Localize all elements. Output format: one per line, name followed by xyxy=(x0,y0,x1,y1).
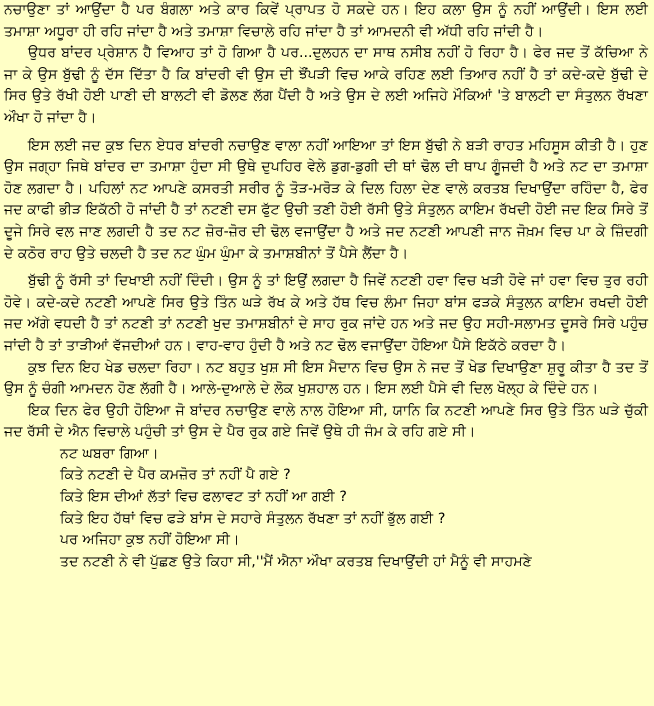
list-item: ਪਰ ਅਜਿਹਾ ਕੁਝ ਨਹੀਂ ਹੋਇਆ ਸੀ। xyxy=(60,532,240,549)
paragraph-old-woman: ਬੁੱਢੀ ਨੂੰ ਰੱਸੀ ਤਾਂ ਦਿਖਾਈ ਨਹੀਂ ਦਿੰਦੀ। ਉਸ ਨੂੰ ਤਾਂ ਇਉਂ ਲਗਦਾ ਹੈ ਜਿਵੇਂ ਨਟਣੀ ਹਵਾ ਵਿਚ ਖੜੀ ਹੋਵੇ ਜਾਂ ਹਵਾ ਵਿਚ ਤੁਰ ਰਹੀ ਹੋਵੇ। ਕਦੇ-ਕਦੇ ਨਟਣੀ ਆਪਣੇ ਸਿਰ ਉਤੇ ਤਿੰਨ ਘੜੇ ਰੱਖ ਕੇ ਅਤੇ ਹੱਥ ਵਿਚ ਲੰਮਾ ਜਿਹਾ ਬਾਂਸ ਫੜਕੇ ਸੰਤੁਲਨ ਕਾਇਮ ਰਖਦੀ ਹੋਈ ਜਦ ਅੱਗੇ ਵਧਦੀ ਹੈ ਤਾਂ ਨਟਣੀ ਤਾਂ ਨਟਣੀ ਖੁਦ ਤਮਾਸ਼ਬੀਨਾਂ ਦੇ ਸਾਹ ਰੁਕ ਜਾਂਦੇ ਹਨ ਅਤੇ ਜਦ ਉਹ ਸਹੀ-ਸਲਾਮਤ ਦੂਸਰੇ ਸਿਰੇ ਪਹੁੰਚ ਜਾਂਦੀ ਹੈ ਤਾਂ ਤਾੜੀਆਂ ਵੱਜਦੀਆਂ ਹਨ। ਵਾਹ-ਵਾਹ ਹੁੰਦੀ ਹੈ ਅਤੇ ਨਟ ਢੋਲ ਵਜਾਉਂਦਾ ਹੋਇਆ ਪੈਸੇ ਇਕੱਠੇ ਕਰਦਾ ਹੈ। xyxy=(4,273,648,354)
question-list xyxy=(4,444,648,552)
paragraph-intro: ਨਚਾਉਣਾ ਤਾਂ ਆਉਂਦਾ ਹੈ ਪਰ ਬੰਗਲਾ ਅਤੇ ਕਾਰ ਕਿਵੇਂ ਪ੍ਰਾਪਤ ਹੋ ਸਕਦੇ ਹਨ। ਇਹ ਕਲਾ ਉਸ ਨੂੰ ਨਹੀਂ ਆਉਂਦੀ। ਇਸ ਲਈ ਤਮਾਸ਼ਾ ਅਧੂਰਾ ਹੀ ਰਹਿ ਜਾਂਦਾ ਹੈ ਅਤੇ ਤਮਾਸ਼ਾ ਵਿਚਾਲੇ ਰਹਿ ਜਾਂਦਾ ਹੈ ਤਾਂ ਆਮਦਨੀ ਵੀ ਅੱਧੀ ਰਹਿ ਜਾਂਦੀ ਹੈ। xyxy=(4,2,648,40)
paragraph-one-day: ਇਕ ਦਿਨ ਫੇਰ ਉਹੀ ਹੋਇਆ ਜੋ ਬਾਂਦਰ ਨਚਾਉਣ ਵਾਲੇ ਨਾਲ ਹੋਇਆ ਸੀ, ਯਾਨਿ ਕਿ ਨਟਣੀ ਆਪਣੇ ਸਿਰ ਉਤੇ ਤਿੰਨ ਘੜੇ ਚੁੱਕੀ ਜਦ ਰੱਸੀ ਦੇ ਐਨ ਵਿਚਾਲੇ ਪਹੁੰਚੀ ਤਾਂ ਉਸ ਦੇ ਪੈਰ ਰੁਕ ਗਏ ਜਿਵੇਂ ਉਥੇ ਹੀ ਜੰਮ ਕੇ ਰਹਿ ਗਏ ਸੀ। xyxy=(4,402,648,441)
paragraph-acrobat: ਇਸ ਲਈ ਜਦ ਕੁਝ ਦਿਨ ਏਧਰ ਬਾਂਦਰੀ ਨਚਾਉਣ ਵਾਲਾ ਨਹੀਂ ਆਇਆ ਤਾਂ ਇਸ ਬੁੱਢੀ ਨੇ ਬੜੀ ਰਾਹਤ ਮਹਿਸੂਸ ਕੀਤੀ ਹੈ। ਹੁਣ ਉਸ ਜਗ੍ਹਾ ਜਿਥੇ ਬਾਂਦਰ ਦਾ ਤਮਾਸ਼ਾ ਹੁੰਦਾ ਸੀ ਉਥੇ ਦੁਪਹਿਰ ਵੇਲੇ ਡੁਗ-ਡੁਗੀ ਦੀ ਥਾਂ ਢੋਲ ਦੀ ਥਾਪ ਗੂੰਜਦੀ ਹੈ ਅਤੇ ਨਟ ਦਾ ਤਮਾਸ਼ਾ ਹੋਣ ਲਗਦਾ ਹੈ। ਪਹਿਲਾਂ ਨਟ ਆਪਣੇ ਕਸਰਤੀ ਸਰੀਰ ਨੂੰ ਤੋੜ-ਮਰੋੜ ਕੇ ਦਿਲ ਹਿਲਾ ਦੇਣ ਵਾਲੇ ਕਰਤਬ ਦਿਖਾਉਂਦਾ ਰਹਿੰਦਾ ਹੈ, ਫੇਰ ਜਦ ਕਾਫੀ ਭੀੜ ਇਕੱਠੀ ਹੋ ਜਾਂਦੀ ਹੈ ਤਾਂ ਨਟਣੀ ਦਸ ਫੁੱਟ ਉਚੀ ਤਣੀ ਹੋਈ ਰੱਸੀ ਉਤੇ ਸੰਤੁਲਨ ਕਾਇਮ ਰੱਖਦੀ ਹੋਈ ਜਦ ਇਕ ਸਿਰੇ ਤੋਂ ਦੂਜੇ ਸਿਰੇ ਵਲ ਜਾਣ ਲਗਦੀ ਹੈ ਤਦ ਨਟ ਜ਼ੋਰ-ਜ਼ੋਰ ਦੀ ਢੋਲ ਵਜਾਉਂਦਾ ਹੈ ਅਤੇ ਜਦ ਨਟਣੀ ਆਪਣੀ ਜਾਨ ਜੋਖ਼ਮ ਵਿਚ ਪਾ ਕੇ ਜ਼ਿੰਦਗੀ ਦੇ ਕਠੋਰ ਰਾਹ ਉਤੇ ਚਲਦੀ ਹੈ ਤਦ ਨਟ ਘੁੰਮ ਘੁੰਮਾ ਕੇ ਤਮਾਸ਼ਬੀਨਾਂ ਤੋਂ ਪੈਸੇ ਲੈਂਦਾ ਹੈ। xyxy=(4,137,648,262)
paragraph-monkey: ਉਧਰ ਬਾਂਦਰ ਪ੍ਰੇਸ਼ਾਨ ਹੈ ਵਿਆਹ ਤਾਂ ਹੋ ਗਿਆ ਹੈ ਪਰ...ਦੁਲਹਨ ਦਾ ਸਾਥ ਨਸੀਬ ਨਹੀਂ ਹੋ ਰਿਹਾ ਹੈ। ਫੇਰ ਜਦ ਤੋਂ ਕੱਚਿਆ ਨੇ ਜਾ ਕੇ ਉਸ ਬੁੱਢੀ ਨੂੰ ਦੱਸ ਦਿੱਤਾ ਹੈ ਕਿ ਬਾਂਦਰੀ ਵੀ ਉਸ ਦੀ ਝੌਂਪੜੀ ਵਿਚ ਆਕੇ ਰਹਿਣ ਲਈ ਤਿਆਰ ਨਹੀਂ ਹੈ ਤਾਂ ਕਦੇ-ਕਦੇ ਬੁੱਢੀ ਦੇ ਸਿਰ ਉਤੇ ਰੱਖੀ ਹੋਈ ਪਾਣੀ ਦੀ ਬਾਲਟੀ ਵੀ ਡੋਲਣ ਲੱਗ ਪੈਂਦੀ ਹੈ ਅਤੇ ਉਸ ਦੇ ਲਈ ਅਜਿਹੇ ਮੌਕਿਆਂ 'ਤੇ ਬਾਲਟੀ ਦਾ ਸੰਤੁਲਨ ਰੱਖਣਾ ਔਖਾ ਹੋ ਜਾਂਦਾ ਹੈ। xyxy=(4,45,648,126)
paragraph-few-days: ਕੁਝ ਦਿਨ ਇਹ ਖੇਡ ਚਲਦਾ ਰਿਹਾ। ਨਟ ਬਹੁਤ ਖੁਸ਼ ਸੀ ਇਸ ਮੈਦਾਨ ਵਿਚ ਉਸ ਨੇ ਜਦ ਤੋਂ ਖੇਡ ਦਿਖਾਉਣਾ ਸ਼ੁਰੂ ਕੀਤਾ ਹੈ ਤਦ ਤੋਂ ਉਸ ਨੂੰ ਚੰਗੀ ਆਮਦਨ ਹੋਣ ਲੱਗੀ ਹੈ। ਆਲੇ-ਦੁਆਲੇ ਦੇ ਲੋਕ ਖੁਸ਼ਹਾਲ ਹਨ। ਇਸ ਲਈ ਪੈਸੇ ਵੀ ਦਿਲ ਖੋਲ੍ਹ ਕੇ ਦਿੰਦੇ ਹਨ। xyxy=(4,359,648,398)
list-item: ਕਿਤੇ ਨਟਣੀ ਦੇ ਪੈਰ ਕਮਜ਼ੋਰ ਤਾਂ ਨਹੀਂ ਪੈ ਗਏ ? xyxy=(60,467,291,484)
paragraph-final-line: ਤਦ ਨਟਣੀ ਨੇ ਵੀ ਪੁੱਛਣ ਉਤੇ ਕਿਹਾ ਸੀ,''ਮੈਂ ਐਨਾ ਔਖਾ ਕਰਤਬ ਦਿਖਾਉਂਦੀ ਹਾਂ ਮੈਨੂੰ ਵੀ ਸਾਹਮਣੇ xyxy=(60,553,532,570)
list-item: ਕਿਤੇ ਇਹ ਹੱਥਾਂ ਵਿਚ ਫੜੇ ਬਾਂਸ ਦੇ ਸਹਾਰੇ ਸੰਤੁਲਨ ਰੱਖਣਾ ਤਾਂ ਨਹੀਂ ਭੁੱਲ ਗਈ ? xyxy=(60,510,446,527)
list-item: ਕਿਤੇ ਇਸ ਦੀਆਂ ਲੱਤਾਂ ਵਿਚ ਫਲਾਵਟ ਤਾਂ ਨਹੀਂ ਆ ਗਈ ? xyxy=(60,489,347,506)
list-item: ਨਟ ਘਬਰਾ ਗਿਆ। xyxy=(60,445,159,462)
